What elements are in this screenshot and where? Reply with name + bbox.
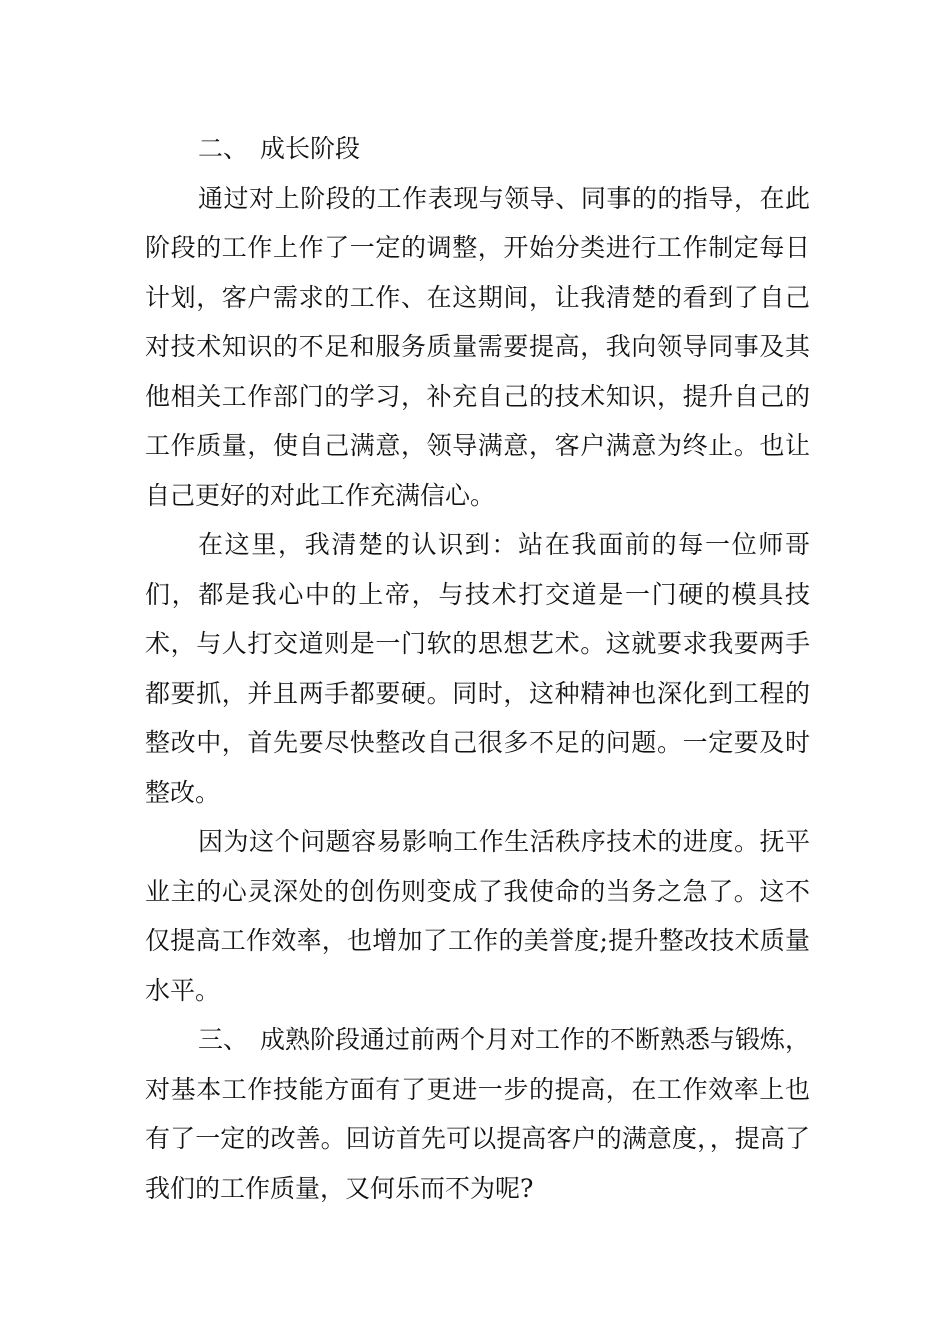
section-text-3: 成熟阶段通过前两个月对工作的不断熟悉与锻炼，对基本工作技能方面有了更进一步的提高，在工作效率上也有了一定的改善。回访首先可以提高客户的满意度，，提高了我们的工作质量，又何乐而不为呢?	[145, 1025, 811, 1203]
paragraph-understanding: 在这里，我清楚的认识到：站在我面前的每一位师哥们，都是我心中的上帝，与技术打交道是一门硬的模具技术，与人打交道则是一门软的思想艺术。这就要求我要两手都要抓，并且两手都要硬。同时，这种精神也深化到工程的整改中，首先要尽快整改自己很多不足的问题。一定要及时整改。	[145, 530, 810, 807]
document-page	[145, 124, 810, 1213]
section-heading-3	[145, 1015, 810, 1213]
section-title-2: 成长阶段	[260, 134, 361, 163]
section-heading-2	[145, 124, 810, 174]
section-number-2: 二、	[198, 134, 249, 163]
paragraph-progress-adjustment: 通过对上阶段的工作表现与领导、同事的的指导，在此阶段的工作上作了一定的调整，开始分类进行工作制定每日计划，客户需求的工作、在这期间，让我清楚的看到了自己对技术知识的不足和服务质量需要提高，我向领导同事及其他相关工作部门的学习，补充自己的技术知识，提升自己的工作质量，使自己满意，领导满意，客户满意为终止。也让自己更好的对此工作充满信心。	[145, 183, 810, 510]
section-number-3: 三、	[198, 1025, 249, 1054]
paragraph-efficiency: 因为这个问题容易影响工作生活秩序技术的进度。抚平业主的心灵深处的创伤则变成了我使命的当务之急了。这不仅提高工作效率，也增加了工作的美誉度;提升整改技术质量水平。	[145, 827, 810, 1005]
